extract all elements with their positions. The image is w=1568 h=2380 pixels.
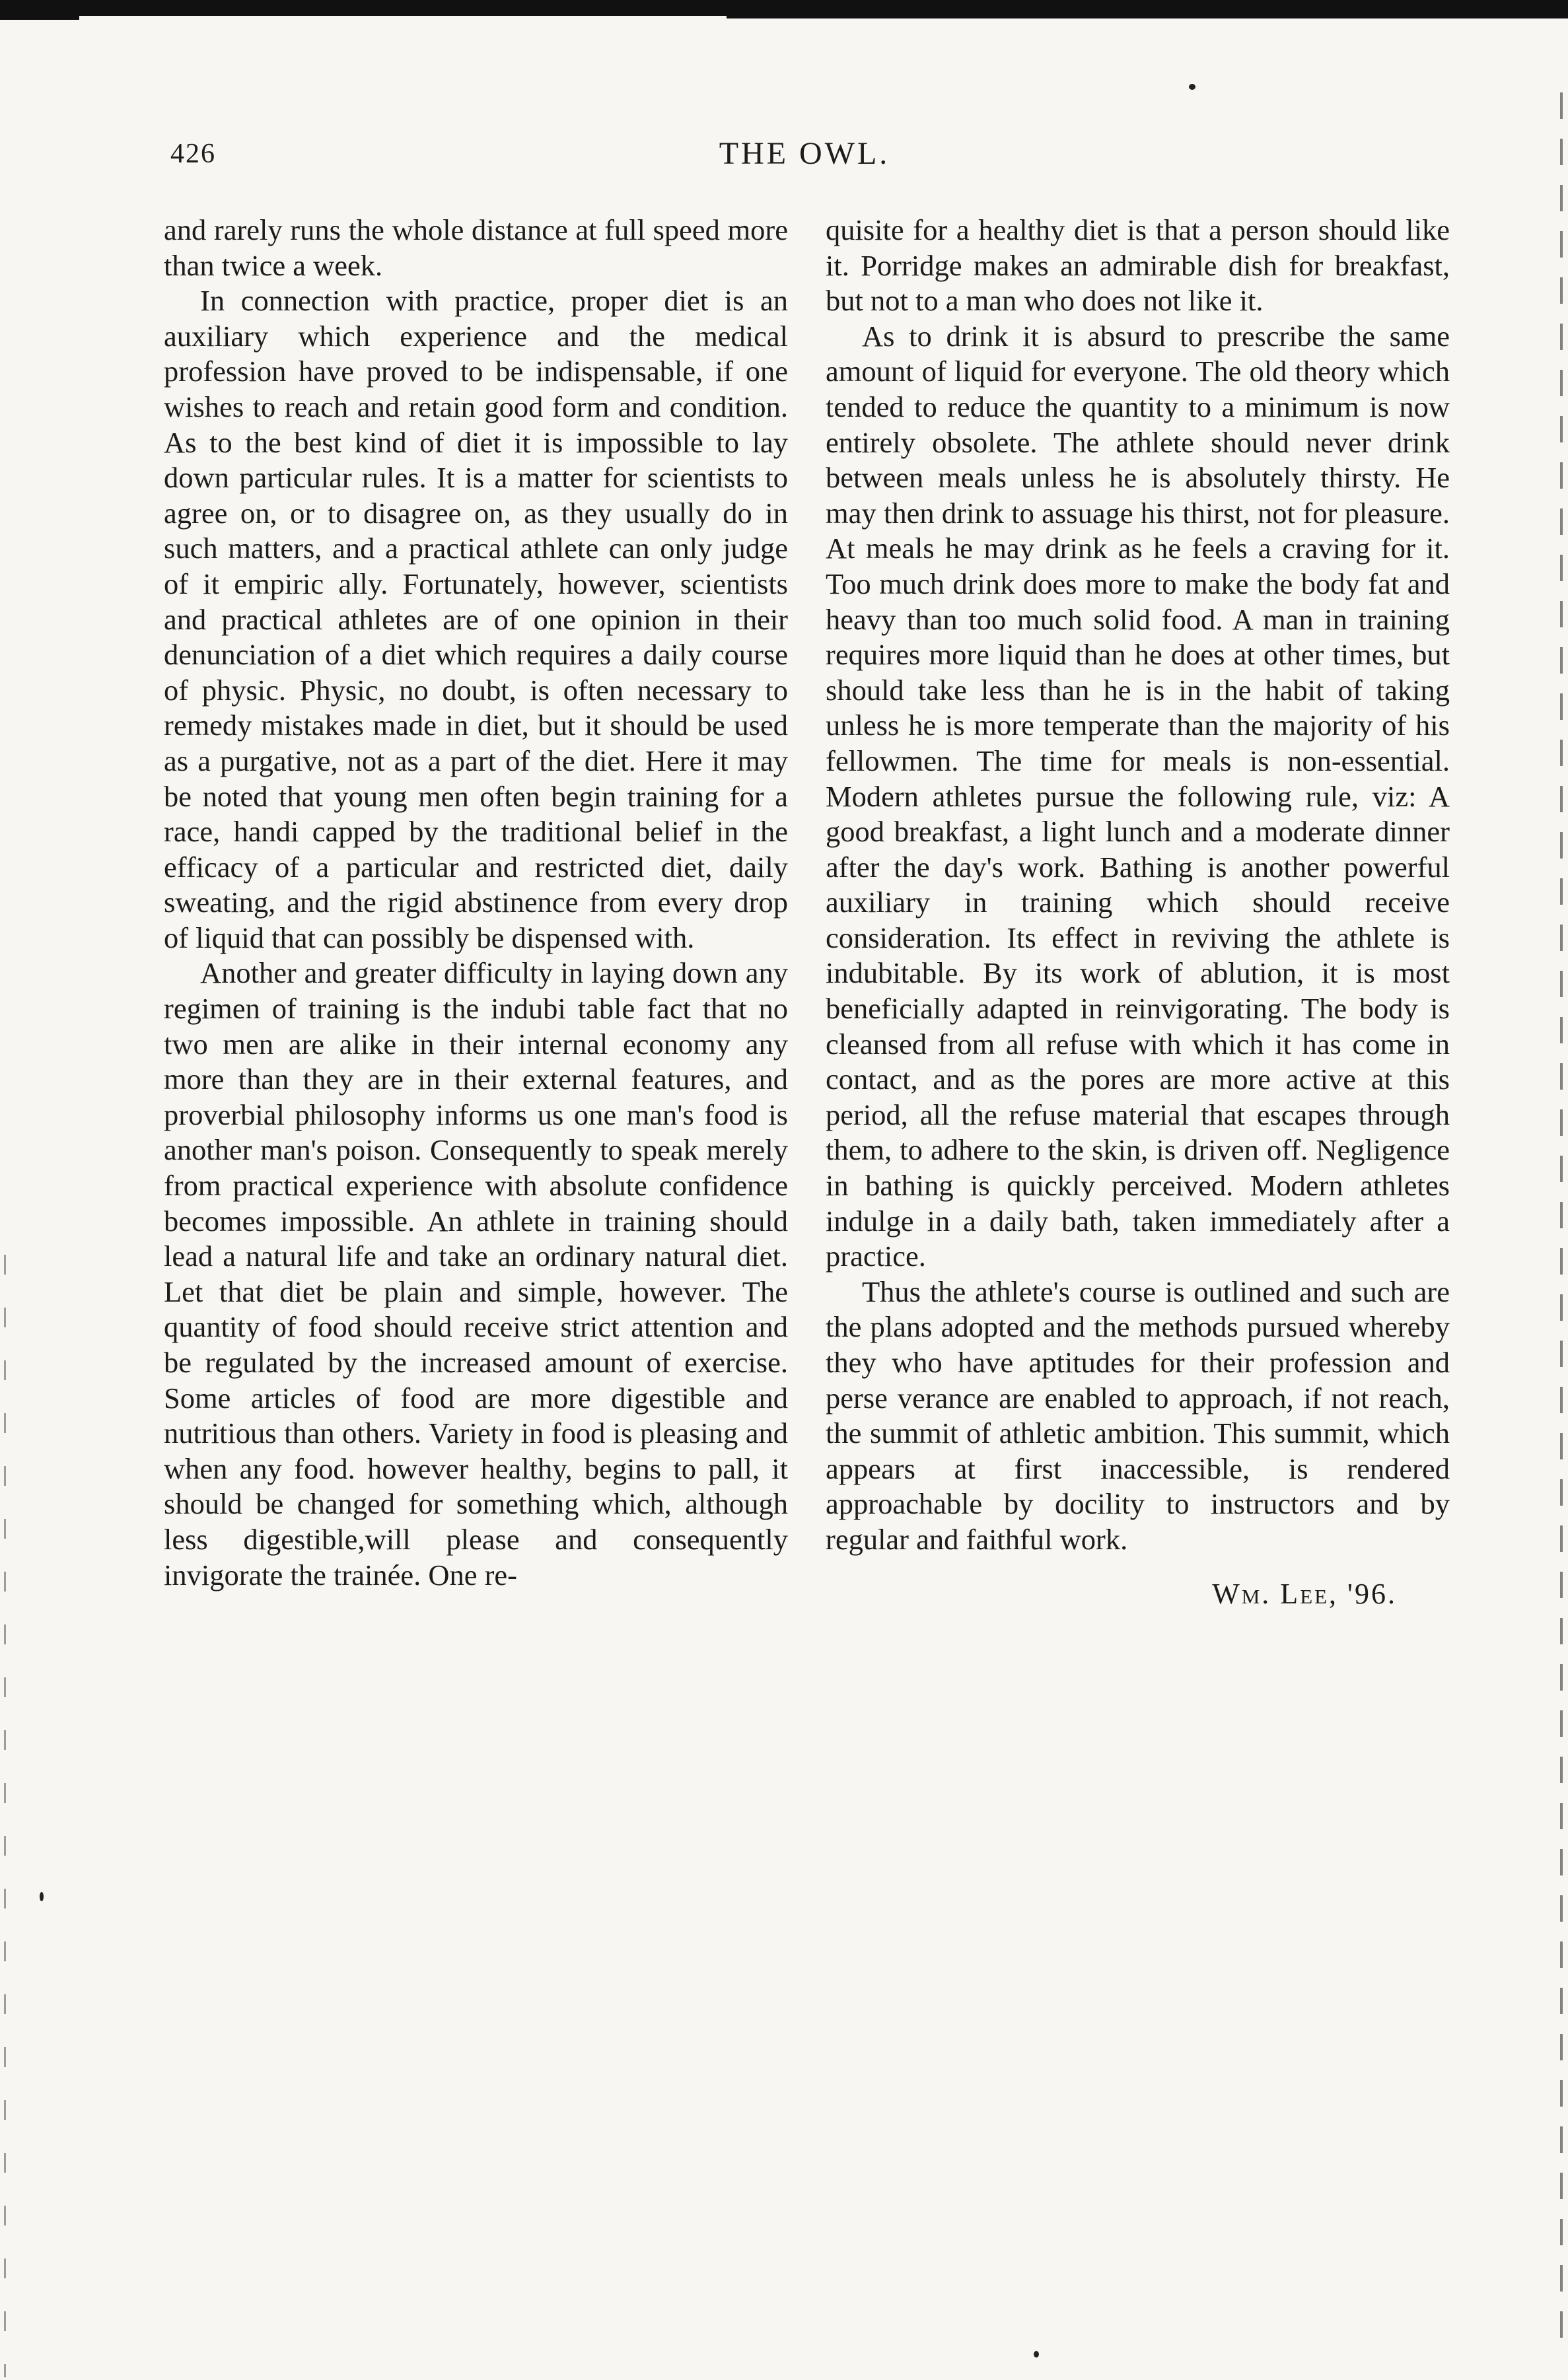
scan-speck — [40, 1892, 44, 1901]
left-column — [164, 213, 788, 1593]
page-number: 426 — [170, 139, 216, 169]
author-signature: Wm. Lee, '96. — [1212, 1577, 1397, 1610]
scan-speck — [1189, 84, 1195, 90]
scan-border-fragment — [0, 16, 79, 20]
page-header — [164, 135, 1445, 175]
running-head: THE OWL. — [719, 136, 890, 171]
scan-right-edge — [1560, 92, 1563, 2338]
scan-left-edge — [4, 1255, 6, 2377]
scan-speck — [1034, 2351, 1039, 2358]
right-column — [826, 213, 1450, 1611]
paragraph: and rarely runs the whole distance at full speed more than twice a week. — [164, 213, 788, 282]
paragraph: As to drink it is absurd to prescribe the same amount of liquid for everyone. The old theory which tended to reduce the quantity to a minimum is now entirely obsolete. The athlete should never drink between meals unless he is absolutely thirsty. He may then drink to assuage his thirst, not for pleasure. At meals he may drink as he feels a craving for it. Too much drink does more to make the body fat and heavy than too much solid food. A man in training requires more liquid than he does at other times, but should take less than he is in the habit of taking unless he is more temperate than the majority of his fellowmen. The time for meals is non-essential. Modern athletes pursue the following rule, viz: A good breakfast, a light lunch and a moderate dinner after the day's work. Bathing is another powerful auxiliary in training which should receive consideration. Its effect in reviving the athlete is indubitable. By its work of ablution, it is most beneficially adapted in reinvigorating. The body is cleansed from all refuse with which it has come in contact, and as the pores are more active at this period, all the refuse material that escapes through them, to adhere to the skin, is driven off. Negligence in bathing is quickly perceived. Modern athletes indulge in a daily bath, taken immediately after a practice. — [826, 319, 1450, 1273]
scan-top-border — [0, 0, 1568, 16]
paragraph: Thus the athlete's course is outlined and such are the plans adopted and the methods pursued whereby they who have aptitudes for their profession and perse verance are enabled to approach, if not reach, the summit of athletic ambition. This summit, which appears at first inaccessible, is rendered approachable by docility to instructors and by regular and faithful work. — [826, 1275, 1450, 1556]
paragraph: In connection with practice, proper diet is an auxiliary which experience and the medical profession have proved to be indispensable, if one wishes to reach and retain good form and condition. As to the best kind of diet it is impossible to lay down particular rules. It is a matter for scientists to agree on, or to disagree on, as they usually do in such matters, and a practical athlete can only judge of it empiric ally. Fortunately, however, scientists and practical athletes are of one opinion in their denunciation of a diet which requires a daily course of physic. Physic, no doubt, is often necessary to remedy mistakes made in diet, but it should be used as a purgative, not as a part of the diet. Here it may be noted that young men often begin training for a race, handi capped by the traditional belief in the efficacy of a particular and restricted diet, daily sweating, and the rigid abstinence from every drop of liquid that can possibly be dispensed with. — [164, 284, 788, 954]
paragraph: Another and greater difficulty in laying down any regimen of training is the indubi table fact that no two men are alike in their internal economy any more than they are in their external features, and proverbial philosophy informs us one man's food is another man's poison. Consequently to speak merely from practical experience with absolute confidence becomes impossible. An athlete in training should lead a natural life and take an ordinary natural diet. Let that diet be plain and simple, however. The quantity of food should receive strict attention and be regulated by the increased amount of exercise. Some articles of food are more digestible and nutritious than others. Variety in food is pleasing and when any food. however healthy, begins to pall, it should be changed for something which, although less digestible,will please and consequently invigorate the trainée. One re- — [164, 956, 788, 1592]
paragraph: quisite for a healthy diet is that a person should like it. Porridge makes an admirable dish for breakfast, but not to a man who does not like it. — [826, 213, 1450, 318]
scan-border-fragment — [727, 16, 1568, 18]
